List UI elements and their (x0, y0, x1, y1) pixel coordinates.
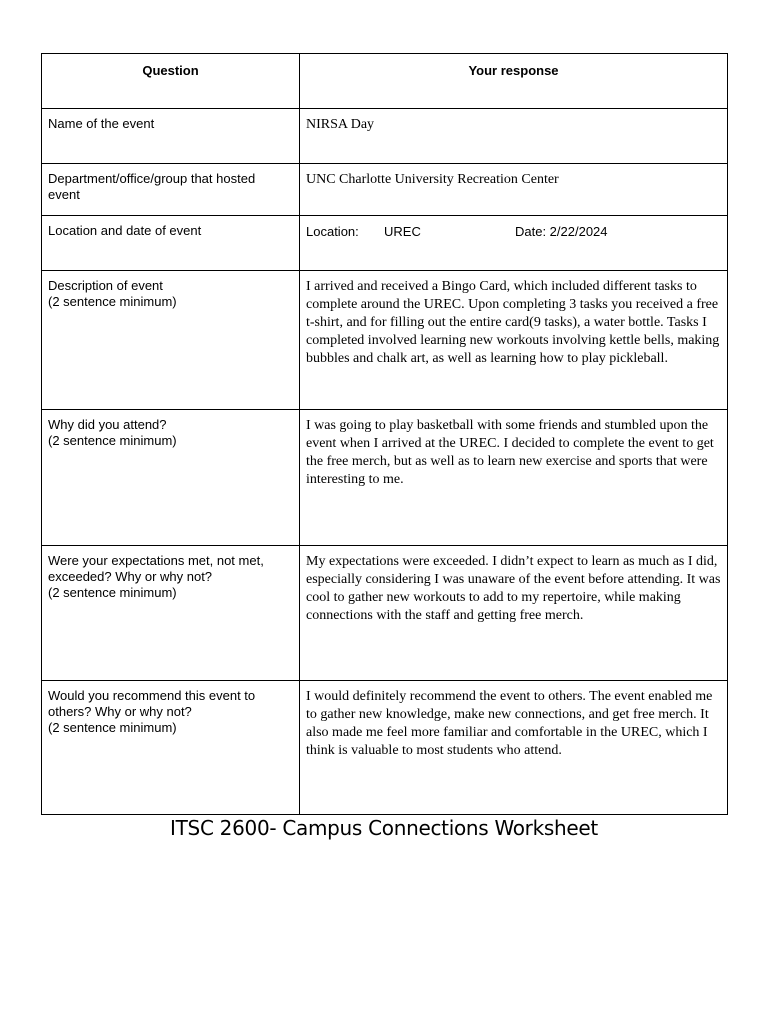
document-title: ITSC 2600- Campus Connections Worksheet (170, 816, 598, 840)
table-row (42, 681, 728, 815)
table-row (42, 546, 728, 681)
question-cell: Department/office/group that hosted event (42, 164, 300, 216)
question-column-header: Question (42, 54, 300, 109)
table-row (42, 216, 728, 271)
response-column-header: Your response (300, 54, 728, 109)
question-cell: Why did you attend? (2 sentence minimum) (42, 410, 300, 546)
question-cell: Description of event (2 sentence minimum) (42, 271, 300, 410)
response-cell: I would definitely recommend the event to others. The event enabled me to gather new knowledge, make new connections, and get free merch. It also made me feel more familiar and comfortable in the UREC, which I think is valuable to most students who attend. (300, 681, 728, 815)
response-cell: I was going to play basketball with some friends and stumbled upon the event when I arrived at the UREC. I decided to complete the event to get the free merch, but as well as to learn new exercise and sports that were interesting to me. (300, 410, 728, 546)
question-cell: Name of the event (42, 109, 300, 164)
question-cell: Location and date of event (42, 216, 300, 271)
table-header-row (42, 54, 728, 109)
table-row (42, 109, 728, 164)
table-row (42, 410, 728, 546)
response-cell: My expectations were exceeded. I didn’t expect to learn as much as I did, especially considering I was unaware of the event before attending. It was cool to gather new workouts to add to my repertoire, while making connections with the staff and getting free merch. (300, 546, 728, 681)
question-cell: Were your expectations met, not met, exceeded? Why or why not? (2 sentence minimum) (42, 546, 300, 681)
location-date-cell (300, 216, 728, 271)
location-label: Location: (306, 224, 359, 239)
table-row (42, 164, 728, 216)
date-label: Date: 2/22/2024 (515, 224, 608, 239)
location-value: UREC (384, 224, 421, 239)
response-cell: I arrived and received a Bingo Card, which included different tasks to complete around the UREC. Upon completing 3 tasks you received a free t-shirt, and for filling out the entire card(9 tasks), a water bottle. Tasks I completed involved learning new workouts involving kettle bells, making bubbles and chalk art, as well as learning how to play pickleball. (300, 271, 728, 410)
response-cell: UNC Charlotte University Recreation Center (300, 164, 728, 216)
question-cell: Would you recommend this event to others? Why or why not? (2 sentence minimum) (42, 681, 300, 815)
worksheet-table (41, 53, 728, 815)
response-cell: NIRSA Day (300, 109, 728, 164)
table-row (42, 271, 728, 410)
